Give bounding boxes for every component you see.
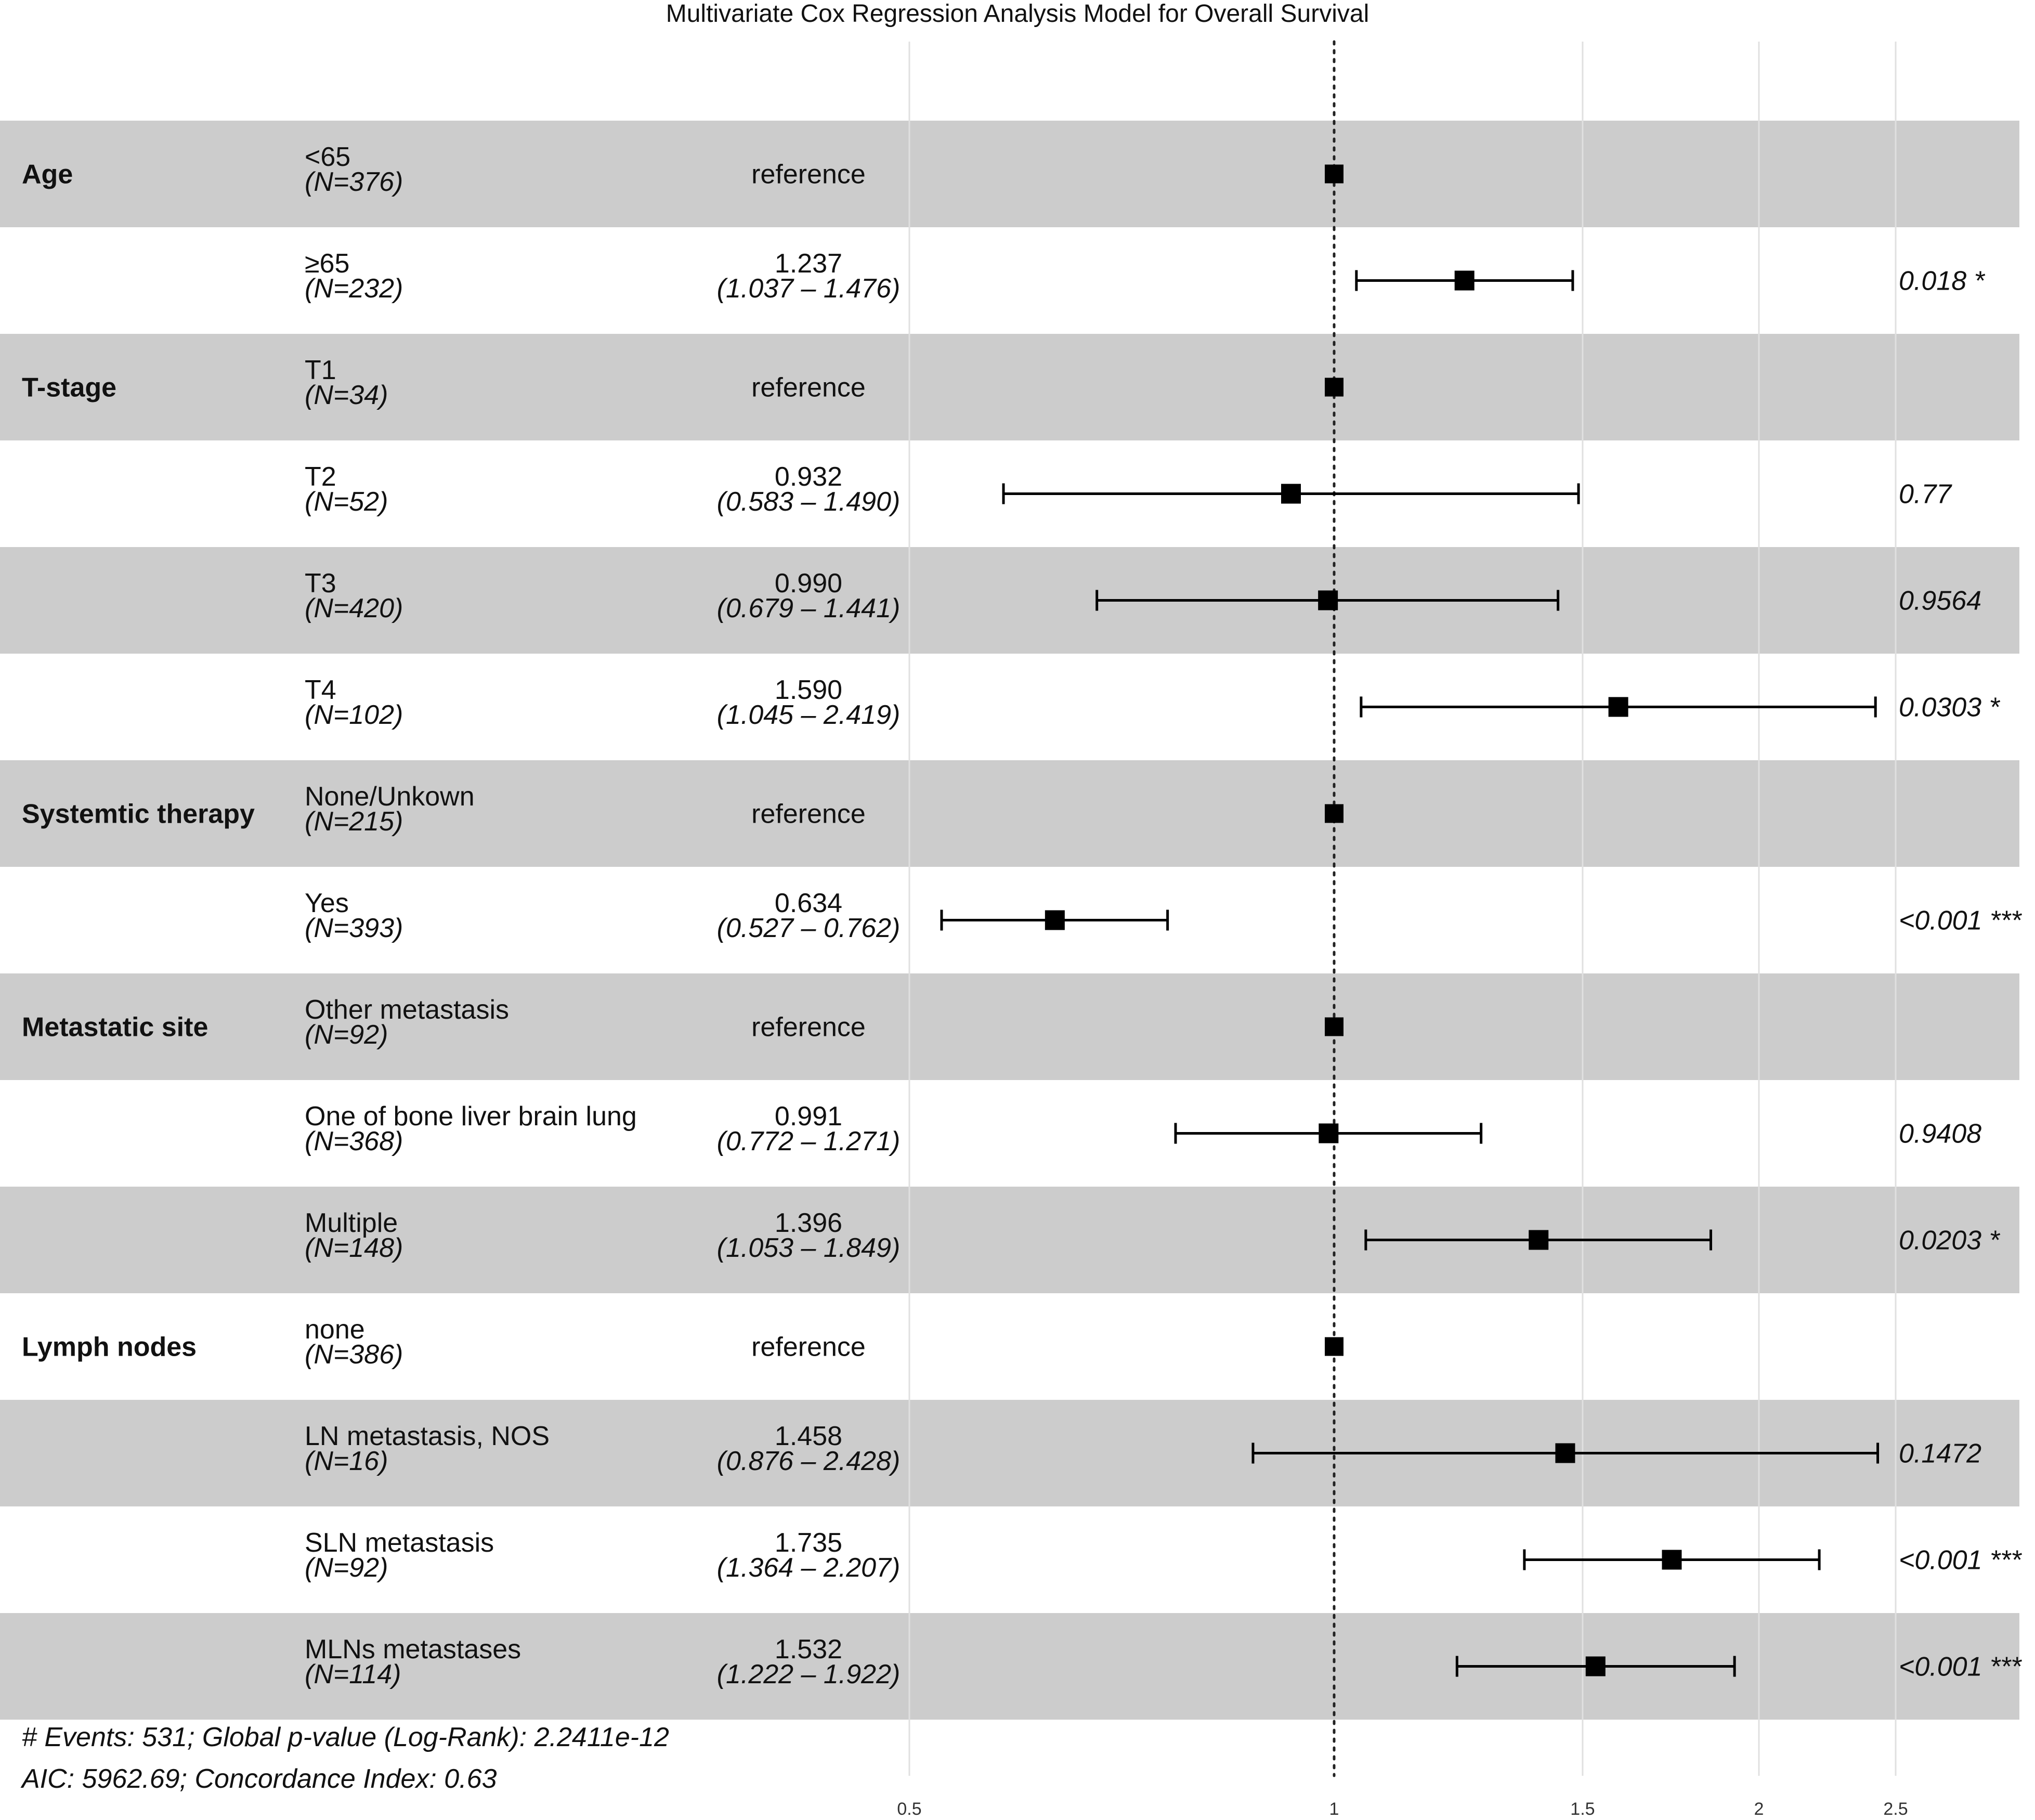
level-label: T1 (305, 355, 336, 385)
hr-label: 0.634 (774, 888, 843, 918)
row-band (0, 973, 2019, 1080)
level-label: MLNs metastases (305, 1634, 521, 1665)
n-label: (N=92) (305, 1553, 388, 1583)
hr-point (1045, 911, 1065, 930)
n-label: (N=376) (305, 167, 403, 197)
n-label: (N=148) (305, 1233, 403, 1263)
n-label: (N=34) (305, 380, 388, 410)
n-label: (N=393) (305, 913, 403, 943)
ci-label: (1.045 – 2.419) (716, 700, 901, 730)
variable-label: T-stage (22, 372, 117, 403)
ci-label: (1.222 – 1.922) (716, 1659, 901, 1689)
hr-point (1586, 1657, 1606, 1676)
level-label: none (305, 1315, 365, 1345)
hr-label: 1.237 (774, 249, 843, 279)
level-label: LN metastasis, NOS (305, 1421, 550, 1451)
p-value: <0.001 *** (1899, 1545, 2021, 1576)
hr-label: reference (751, 1332, 866, 1362)
variable-label: Lymph nodes (22, 1332, 197, 1362)
footer-aic: AIC: 5962.69; Concordance Index: 0.63 (22, 1764, 497, 1794)
row-band (0, 1187, 2019, 1293)
ci-label: (0.876 – 2.428) (716, 1446, 901, 1476)
level-label: Yes (305, 888, 349, 918)
level-label: T4 (305, 675, 336, 705)
level-label: T3 (305, 568, 336, 599)
n-label: (N=102) (305, 700, 403, 730)
x-tick-label: 0.5 (897, 1799, 922, 1819)
row-band (0, 760, 2019, 867)
ci-label: (0.679 – 1.441) (716, 593, 901, 623)
hr-point (1455, 271, 1475, 291)
ci-label: (0.583 – 1.490) (716, 487, 901, 517)
n-label: (N=114) (305, 1659, 401, 1689)
p-value: 0.0203 * (1899, 1225, 2000, 1256)
level-label: ≥65 (305, 249, 350, 279)
p-value: 0.1472 (1899, 1438, 1982, 1469)
hr-label: 1.590 (774, 675, 843, 705)
row-band (0, 121, 2019, 227)
x-tick-label: 2.5 (1883, 1799, 1908, 1819)
ci-label: (1.053 – 1.849) (716, 1233, 901, 1263)
level-label: SLN metastasis (305, 1528, 494, 1558)
level-label: <65 (305, 142, 351, 172)
hr-point (1662, 1550, 1681, 1570)
variable-label: Age (22, 159, 73, 190)
x-tick-label: 1.5 (1570, 1799, 1595, 1819)
hr-label: 0.932 (774, 462, 843, 492)
p-value: 0.9408 (1899, 1119, 1982, 1149)
hr-label: reference (751, 1012, 866, 1043)
n-label: (N=16) (305, 1446, 388, 1476)
hr-label: 1.735 (774, 1528, 843, 1558)
hr-label: 1.458 (774, 1421, 843, 1451)
hr-point (1609, 697, 1628, 717)
level-label: None/Unkown (305, 782, 475, 812)
n-label: (N=215) (305, 807, 403, 837)
gridlines (909, 42, 1896, 1776)
level-label: Other metastasis (305, 995, 510, 1025)
hr-label: 1.532 (774, 1634, 843, 1665)
row-band (0, 547, 2019, 654)
p-value: 0.77 (1899, 479, 1952, 510)
p-value: 0.0303 * (1899, 692, 2000, 723)
hr-point (1529, 1230, 1548, 1250)
n-label: (N=368) (305, 1126, 403, 1156)
row-band (0, 334, 2019, 440)
p-value: 0.9564 (1899, 586, 1982, 616)
hr-point (1325, 804, 1343, 823)
hr-point (1281, 484, 1301, 504)
hr-point (1325, 378, 1343, 397)
n-label: (N=92) (305, 1020, 388, 1050)
x-axis-ticks (897, 1799, 1908, 1819)
hr-label: reference (751, 159, 866, 190)
footer-events: # Events: 531; Global p-value (Log-Rank): 2.2411e-12 (22, 1722, 669, 1752)
ci-label: (1.364 – 2.207) (716, 1553, 901, 1583)
n-label: (N=386) (305, 1340, 403, 1370)
ci-label: (0.772 – 1.271) (716, 1126, 901, 1156)
hr-label: 0.990 (774, 568, 843, 599)
p-value: <0.001 *** (1899, 905, 2021, 936)
n-label: (N=420) (305, 593, 403, 623)
hr-point (1325, 1337, 1343, 1356)
hr-label: 0.991 (774, 1101, 843, 1132)
variable-label: Systemtic therapy (22, 799, 255, 829)
x-tick-label: 2 (1754, 1799, 1764, 1819)
level-label: T2 (305, 462, 336, 492)
ci-label: (0.527 – 0.762) (716, 913, 901, 943)
level-label: Multiple (305, 1208, 398, 1238)
hr-label: reference (751, 372, 866, 403)
hr-point (1555, 1444, 1575, 1463)
x-tick-label: 1 (1329, 1799, 1339, 1819)
hr-label: 1.396 (774, 1208, 843, 1238)
p-value: <0.001 *** (1899, 1652, 2021, 1682)
ci-label: (1.037 – 1.476) (716, 274, 901, 304)
hr-point (1319, 1124, 1338, 1143)
p-value: 0.018 * (1899, 266, 1985, 296)
chart-title: Multivariate Cox Regression Analysis Model for Overall Survival (666, 0, 1369, 28)
hr-point (1318, 591, 1338, 610)
hr-point (1325, 1018, 1343, 1036)
level-label: One of bone liver brain lung (305, 1101, 637, 1132)
n-label: (N=232) (305, 274, 403, 304)
hr-point (1325, 165, 1343, 184)
n-label: (N=52) (305, 487, 388, 517)
variable-label: Metastatic site (22, 1012, 208, 1043)
hr-label: reference (751, 799, 866, 829)
